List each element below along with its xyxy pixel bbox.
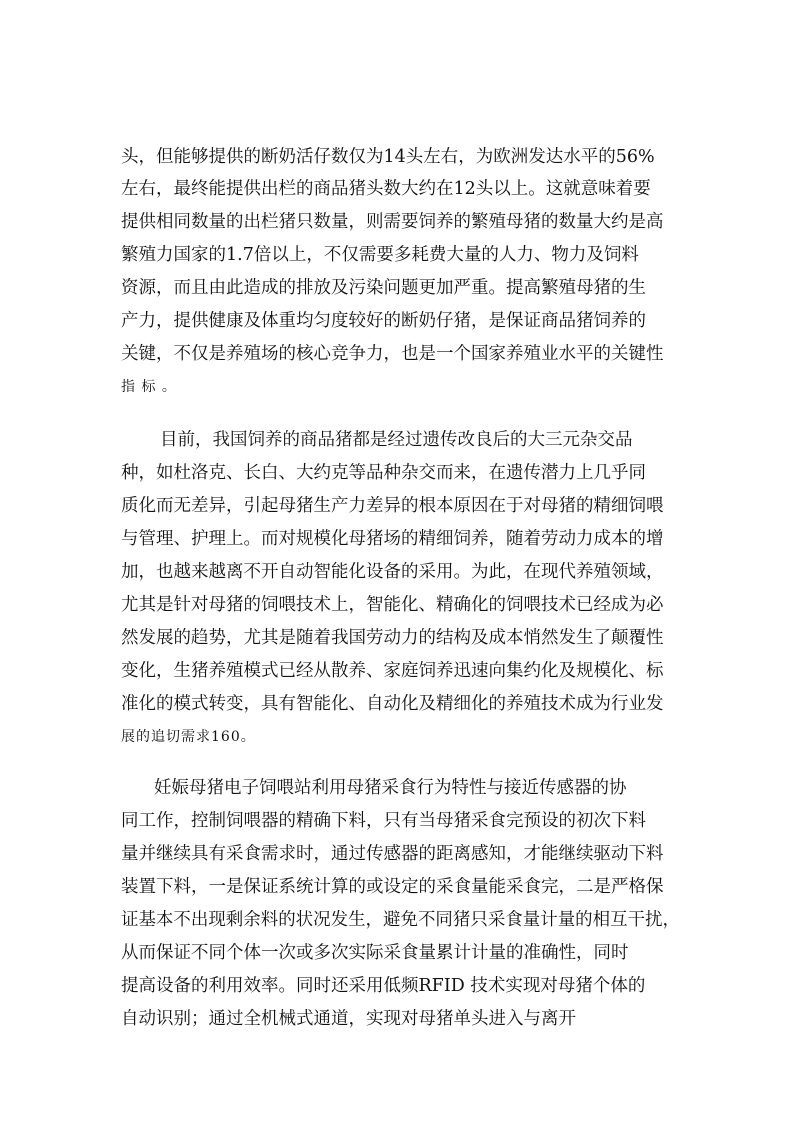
- text-line: 加，也越来越离不开自动智能化设备的采用。为此，在现代养殖领域，: [121, 562, 664, 582]
- text-line: 提高设备的利用效率。同时还采用低频RFID 技术实现对母猪个体的: [121, 976, 646, 996]
- text-line: 质化而无差异，引起母猪生产力差异的根本原因在于对母猪的精细饲喂: [121, 496, 664, 516]
- text-line: 然发展的趋势，尤其是随着我国劳动力的结构及成本悄然发生了颠覆性: [121, 628, 664, 648]
- text-line: 提供相同数量的出栏猪只数量，则需要饲养的繁殖母猪的数量大约是高: [121, 212, 664, 232]
- text-line: 证基本不出现剩余料的状况发生，避免不同猪只采食量计量的相互干扰，: [121, 910, 680, 930]
- text-line: 从而保证不同个体一次或多次实际采食量累计计量的准确性，同时: [121, 943, 629, 963]
- text-line: 妊娠母猪电子饲喂站利用母猪采食行为特性与接近传感器的协: [154, 778, 627, 798]
- text-line: 繁殖力国家的1.7倍以上，不仅需要多耗费大量的人力、物力及饲料: [121, 245, 639, 265]
- text-line: 自动识别；通过全机械式通道，实现对母猪单头进入与离开: [121, 1009, 576, 1029]
- text-line: 准化的模式转变，具有智能化、自动化及精细化的养殖技术成为行业发: [121, 694, 664, 714]
- text-line: 量并继续具有采食需求时，通过传感器的距离感知，才能继续驱动下料: [121, 844, 664, 864]
- text-line: 资源，而且由此造成的排放及污染问题更加严重。提高繁殖母猪的生: [121, 278, 646, 298]
- text-line: 指 标 。: [121, 379, 177, 395]
- text-line: 头，但能够提供的断奶活仔数仅为14头左右，为欧洲发达水平的56%: [121, 147, 655, 167]
- text-line: 装置下料，一是保证系统计算的或设定的采食量能采食完，二是严格保: [121, 877, 664, 897]
- text-line: 关键，不仅是养殖场的核心竞争力，也是一个国家养殖业水平的关键性: [121, 344, 664, 364]
- text-line: 同工作，控制饲喂器的精确下料，只有当母猪采食完预设的初次下料: [121, 811, 646, 831]
- text-line: 种，如杜洛克、长白、大约克等品种杂交而来，在遗传潜力上几乎同: [121, 463, 646, 483]
- text-line: 产力，提供健康及体重均匀度较好的断奶仔猪，是保证商品猪饲养的: [121, 311, 646, 331]
- text-line: 目前，我国饲养的商品猪都是经过遗传改良后的大三元杂交品: [160, 430, 633, 450]
- text-line: 展的追切需求160。: [121, 729, 256, 745]
- text-line: 左右，最终能提供出栏的商品猪头数大约在12头以上。这就意味着要: [121, 179, 651, 199]
- text-line: 尤其是针对母猪的饲喂技术上，智能化、精确化的饲喂技术已经成为必: [121, 595, 664, 615]
- text-line: 变化，生猪养殖模式已经从散养、家庭饲养迅速向集约化及规模化、标: [121, 661, 664, 681]
- text-line: 与管理、护理上。而对规模化母猪场的精细饲养，随着劳动力成本的增: [121, 529, 664, 549]
